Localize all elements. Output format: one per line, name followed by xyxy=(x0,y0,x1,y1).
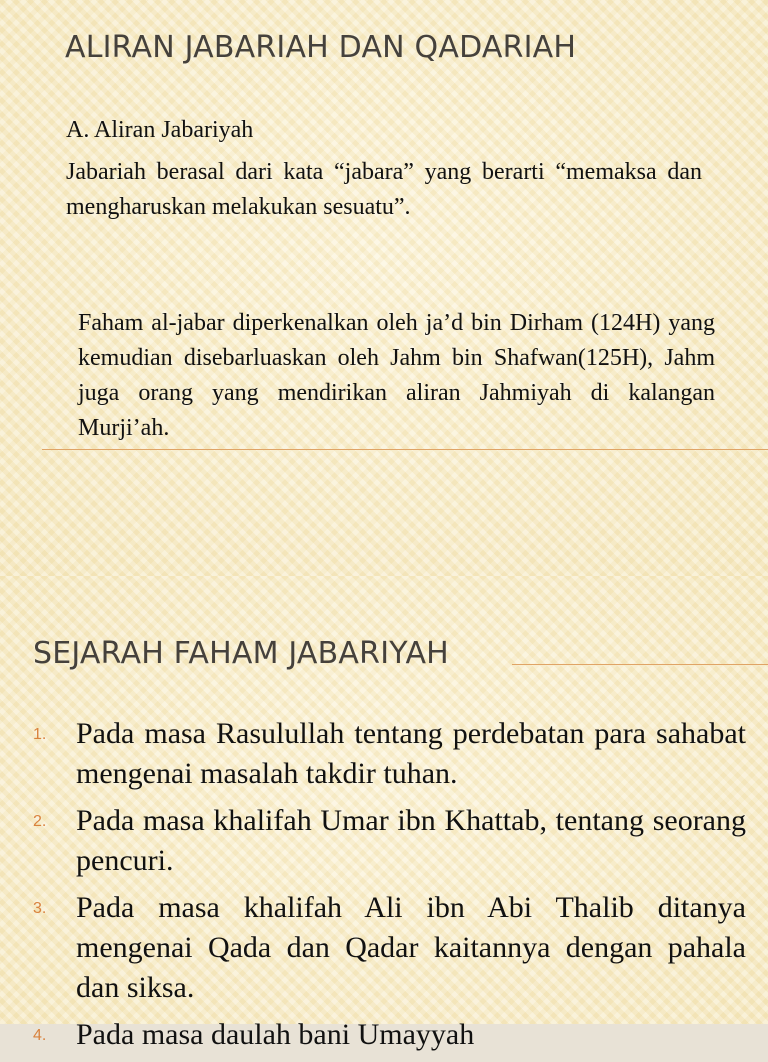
history-list xyxy=(33,714,746,1062)
history-paragraph: Faham al-jabar diperkenalkan oleh ja’d bin Dirham (124H) yang kemudian disebarluaskan oleh Jahm bin Shafwan(125H), Jahm juga orang yang mendirikan aliran Jahmiyah di kalangan Murji’ah. xyxy=(78,310,715,441)
list-item xyxy=(33,888,746,1008)
list-number: 4. xyxy=(33,1027,47,1044)
slide-sejarah-faham xyxy=(0,576,768,1051)
list-number: 1. xyxy=(33,726,47,743)
list-number: 3. xyxy=(33,900,47,917)
list-item-text: Pada masa khalifah Ali ibn Abi Thalib ditanya mengenai Qada dan Qadar kaitannya dengan pahala dan siksa. xyxy=(76,891,746,1004)
list-item-text: Pada masa khalifah Umar ibn Khattab, tentang seorang pencuri. xyxy=(76,804,746,877)
slide-title: ALIRAN JABARIAH DAN QADARIAH xyxy=(65,30,577,65)
definition-paragraph: Jabariah berasal dari kata “jabara” yang berarti “memaksa dan mengharuskan melakukan sesuatu”. xyxy=(66,159,702,220)
list-item xyxy=(33,801,746,881)
divider-line xyxy=(42,449,768,450)
slide-title: SEJARAH FAHAM JABARIYAH xyxy=(33,636,449,671)
list-item-text: Pada masa daulah bani Umayyah xyxy=(76,1018,475,1051)
section-heading: A. Aliran Jabariyah xyxy=(66,117,254,143)
list-item-text: Pada masa Rasulullah tentang perdebatan para sahabat mengenai masalah takdir tuhan. xyxy=(76,717,746,790)
title-underline xyxy=(512,664,768,665)
list-item xyxy=(33,714,746,794)
list-item xyxy=(33,1015,746,1055)
list-number: 2. xyxy=(33,813,47,830)
